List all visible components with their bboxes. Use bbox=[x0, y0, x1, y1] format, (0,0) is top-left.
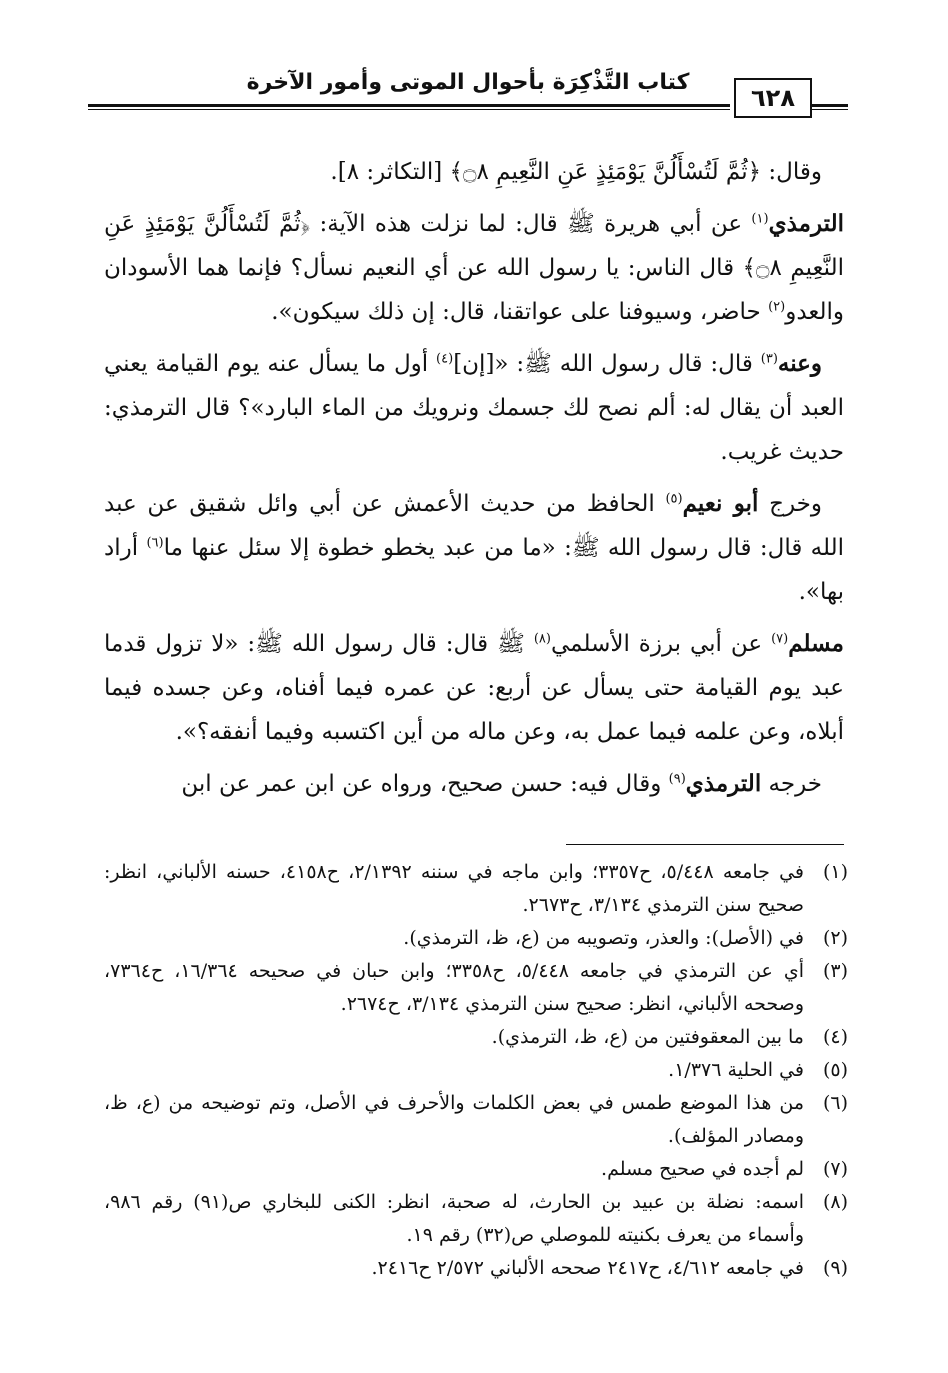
paragraph-5 bbox=[104, 622, 844, 754]
paragraph-2-text: عن أبي هريرة ﷺ قال: لما نزلت هذه الآية: ﴿ثُمَّ لَتُسْأَلُنَّ يَوْمَئِذٍ عَنِ النَّعِيمِ ۝٨﴾ قال الناس: يا رسول الله عن أي النعيم نسأل؟ فإنما هما الأسودان والعدو bbox=[104, 211, 844, 325]
footnote-ref: (٧) bbox=[771, 631, 789, 647]
paragraph-2-text-2: حاضر، وسيوفنا على عواتقنا، قال: إن ذلك سيكون». bbox=[271, 299, 769, 325]
header-rule bbox=[88, 104, 730, 107]
paragraph-3-text: قال: قال رسول الله ﷺ: «[إن] bbox=[453, 351, 761, 377]
paragraph-6-pre: خرجه bbox=[761, 771, 822, 797]
footnote-3 bbox=[104, 955, 848, 1021]
paragraph-3 bbox=[104, 342, 844, 474]
footnote-text: لم أجده في صحيح مسلم. bbox=[601, 1158, 804, 1180]
main-text bbox=[104, 150, 844, 814]
footnote-number: (٨) bbox=[822, 1191, 848, 1213]
paragraph-3-text-2: أول ما يسأل عنه يوم القيامة يعني العبد أن يقال له: ألم نصح لك جسمك ونرويك من الماء البارد»؟ قال الترمذي: حديث غريب. bbox=[104, 351, 844, 465]
footnote-4 bbox=[104, 1021, 848, 1054]
footnote-text: أي عن الترمذي في جامعه ٥/٤٤٨، ح٣٣٥٨؛ وابن حبان في صحيحه ١٦/٣٦٤، ح٧٣٦٤، وصححه الألباني، انظر: صحيح سنن الترمذي ٣/١٣٤، ح٢٦٧٤. bbox=[104, 960, 804, 1015]
footnote-text: في جامعه ٥/٤٤٨، ح٣٣٥٧؛ وابن ماجه في سننه ٢/١٣٩٢، ح٤١٥٨، حسنه الألباني، انظر: صحيح سنن الترمذي ٣/١٣٤، ح٢٦٧٣. bbox=[104, 861, 804, 916]
footnote-number: (٩) bbox=[822, 1257, 848, 1279]
header-rule-thin bbox=[88, 109, 730, 110]
paragraph-5-text-2: ﷺ قال: قال رسول الله ﷺ: «لا تزول قدما عبد يوم القيامة حتى يسأل عن أربع: عن عمره فيما أفناه، وعن جسده فيما أبلاه، وعن علمه فيما عمل به، وعن ماله من أين اكتسبه وفيما أنفقه؟». bbox=[104, 631, 845, 745]
footnote-number: (٤) bbox=[822, 1026, 848, 1048]
paragraph-4 bbox=[104, 482, 844, 614]
paragraph-2 bbox=[104, 202, 844, 334]
paragraph-5-text: عن أبي برزة الأسلمي bbox=[550, 631, 772, 657]
footnote-ref: (٨) bbox=[533, 631, 551, 647]
footnote-text: اسمه: نضلة بن عبيد بن الحارث، له صحبة، انظر: الكنى للبخاري ص(٩١) رقم ٩٨٦، وأسماء من يعرف بكنيته للموصلي ص(٣٢) رقم ١٩. bbox=[104, 1191, 804, 1246]
footnote-ref: (٦) bbox=[146, 535, 164, 551]
footnote-ref: (٩) bbox=[668, 771, 686, 787]
footnote-ref: (٤) bbox=[436, 351, 454, 367]
footnote-2 bbox=[104, 922, 848, 955]
footnote-6 bbox=[104, 1087, 848, 1153]
footnote-number: (٦) bbox=[822, 1092, 848, 1114]
page-number: ٦٢٨ bbox=[734, 78, 812, 118]
paragraph-4-text-2: أراد بها». bbox=[104, 535, 844, 605]
paragraph-1-text: وقال: ﴿ثُمَّ لَتُسْأَلُنَّ يَوْمَئِذٍ عَنِ النَّعِيمِ ۝٨﴾ [التكاثر: ٨]. bbox=[330, 159, 822, 185]
footnote-number: (٣) bbox=[822, 960, 848, 982]
footnote-number: (٧) bbox=[822, 1158, 848, 1180]
footnote-text: من هذا الموضع طمس في بعض الكلمات والأحرف في الأصل، وتم توضيحه من (ع، ظ، ومصادر المؤلف). bbox=[104, 1092, 804, 1147]
footnote-9 bbox=[104, 1252, 848, 1285]
footnote-separator bbox=[566, 844, 844, 845]
paragraph-1 bbox=[104, 150, 844, 194]
footnote-7 bbox=[104, 1153, 848, 1186]
header-rule-right bbox=[812, 104, 848, 107]
paragraph-4-pre: وخرج bbox=[758, 491, 822, 517]
footnote-ref: (١) bbox=[751, 211, 769, 227]
paragraph-6 bbox=[104, 762, 844, 806]
footnote-1 bbox=[104, 856, 848, 922]
running-title: كتاب التَّذْكِرَة بأحوال الموتى وأمور الآخرة bbox=[246, 70, 690, 95]
page-header bbox=[88, 60, 848, 120]
footnote-ref: (٥) bbox=[665, 491, 683, 507]
footnote-text: في الحلية ١/٣٧٦. bbox=[668, 1059, 804, 1081]
header-rule-right-thin bbox=[812, 109, 848, 110]
footnote-text: في جامعه ٤/٦١٢، ح٢٤١٧ صححه الألباني ٢/٥٧٢ ح٢٤١٦. bbox=[371, 1257, 804, 1279]
paragraph-6-text: وقال فيه: حسن صحيح، ورواه عن ابن عمر عن ابن bbox=[181, 771, 669, 797]
footnote-ref: (٢) bbox=[768, 299, 786, 315]
footnote-number: (٥) bbox=[822, 1059, 848, 1081]
narrator-name: أبو نعيم bbox=[682, 490, 759, 517]
footnote-text: في (الأصل): والعذر، وتصويبه من (ع، ظ، الترمذي). bbox=[403, 927, 804, 949]
narrator-name: وعنه bbox=[777, 350, 822, 377]
footnote-8 bbox=[104, 1186, 848, 1252]
footnote-ref: (٣) bbox=[760, 351, 778, 367]
narrator-name: الترمذي bbox=[685, 770, 762, 797]
paragraph-4-text: الحافظ من حديث الأعمش عن أبي وائل شقيق عن عبد الله قال: قال رسول الله ﷺ: «ما من عبد يخطو خطوة إلا سئل عنها ما bbox=[104, 491, 844, 561]
footnote-number: (١) bbox=[822, 861, 848, 883]
narrator-name: الترمذي bbox=[768, 210, 844, 237]
footnotes bbox=[104, 856, 848, 1285]
footnote-number: (٢) bbox=[822, 927, 848, 949]
footnote-text: ما بين المعقوفتين من (ع، ظ، الترمذي). bbox=[491, 1026, 804, 1048]
footnote-5 bbox=[104, 1054, 848, 1087]
narrator-name: مسلم bbox=[788, 630, 844, 657]
